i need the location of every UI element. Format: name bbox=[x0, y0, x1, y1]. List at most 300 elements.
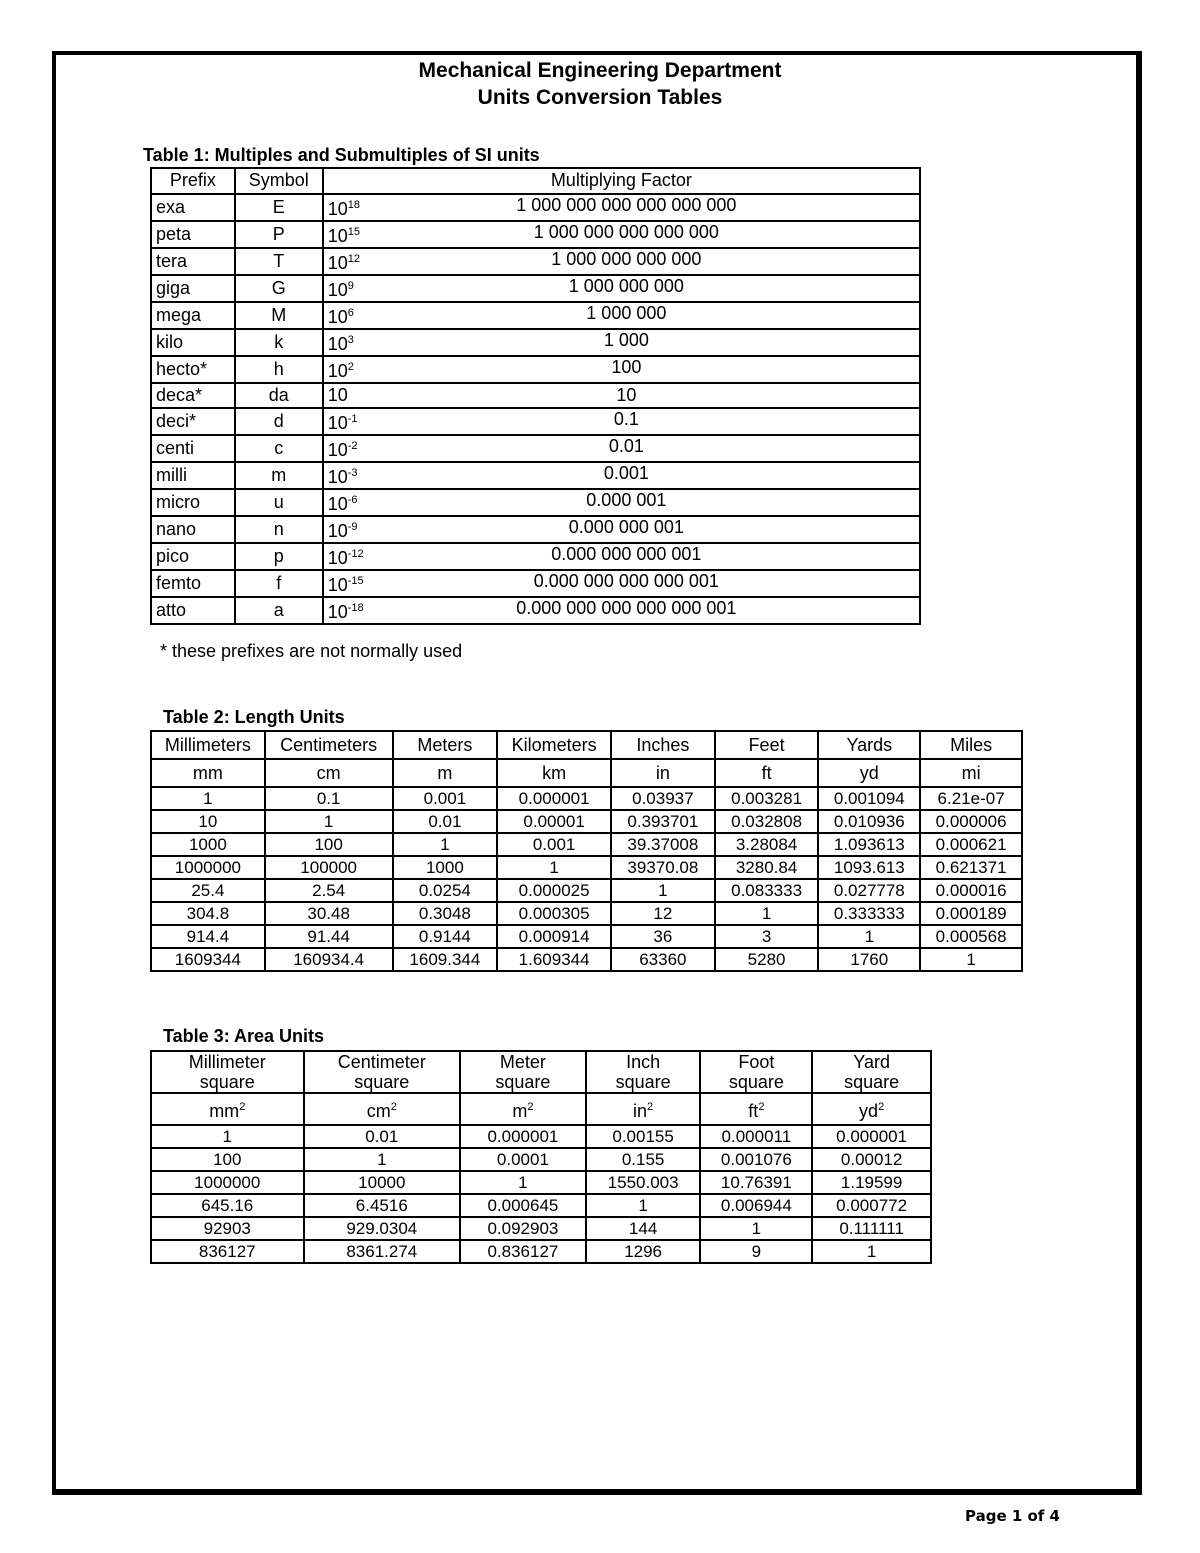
value-cell: 3 bbox=[715, 925, 819, 948]
column-header: Multiplying Factor bbox=[323, 168, 920, 194]
factor-cell bbox=[323, 275, 920, 302]
table-row bbox=[151, 408, 920, 435]
value-cell: 304.8 bbox=[151, 902, 265, 925]
value-cell: 2.54 bbox=[265, 879, 393, 902]
factor-cell bbox=[323, 462, 920, 489]
power-of-ten bbox=[328, 249, 398, 274]
power-of-ten bbox=[328, 463, 398, 488]
value-cell: 0.0001 bbox=[460, 1148, 586, 1171]
value-cell: 1093.613 bbox=[818, 856, 920, 879]
value-cell: 3.28084 bbox=[715, 833, 819, 856]
value-cell: 0.1 bbox=[265, 787, 393, 810]
prefix-cell: atto bbox=[151, 597, 235, 624]
si-prefix-table bbox=[150, 167, 921, 625]
value-cell: 1296 bbox=[586, 1240, 701, 1263]
power-base: 10 bbox=[327, 279, 348, 300]
value-cell: 10 bbox=[151, 810, 265, 833]
power-of-ten bbox=[328, 357, 398, 382]
value-cell: 0.027778 bbox=[818, 879, 920, 902]
value-cell: 0.001094 bbox=[818, 787, 920, 810]
unit-symbol: yd bbox=[818, 759, 920, 787]
unit-symbol: mi bbox=[920, 759, 1022, 787]
header-line: square bbox=[495, 1072, 551, 1092]
value-cell: 0.621371 bbox=[920, 856, 1022, 879]
power-of-ten bbox=[328, 436, 398, 461]
unit-symbol: km bbox=[497, 759, 611, 787]
value-cell: 0.155 bbox=[586, 1148, 701, 1171]
power-base: 10 bbox=[327, 521, 348, 541]
unit-symbol bbox=[812, 1093, 931, 1125]
value-cell: 39.37008 bbox=[611, 833, 715, 856]
symbol-cell: E bbox=[235, 194, 323, 221]
table-row bbox=[151, 1148, 931, 1171]
table-header-row bbox=[151, 168, 920, 194]
value-cell: 0.00012 bbox=[812, 1148, 931, 1171]
value-cell: 0.0254 bbox=[393, 879, 498, 902]
value-cell: 0.00001 bbox=[497, 810, 611, 833]
column-header: Prefix bbox=[151, 168, 235, 194]
value-cell: 1 bbox=[700, 1217, 812, 1240]
unit-base: mm bbox=[209, 1101, 240, 1121]
column-header bbox=[460, 1051, 586, 1093]
prefix-cell: tera bbox=[151, 248, 235, 275]
prefix-cell: deca* bbox=[151, 383, 235, 409]
power-exponent: -1 bbox=[347, 413, 358, 425]
power-of-ten bbox=[328, 571, 398, 596]
value-cell: 0.03937 bbox=[611, 787, 715, 810]
table-row bbox=[151, 516, 920, 543]
value-cell: 0.000001 bbox=[460, 1125, 586, 1148]
value-cell: 0.333333 bbox=[818, 902, 920, 925]
power-of-ten bbox=[328, 490, 398, 515]
value-cell: 0.393701 bbox=[611, 810, 715, 833]
symbol-cell: p bbox=[235, 543, 323, 570]
column-header bbox=[700, 1051, 812, 1093]
prefix-cell: femto bbox=[151, 570, 235, 597]
value-cell: 0.092903 bbox=[460, 1217, 586, 1240]
value-cell: 100000 bbox=[265, 856, 393, 879]
value-cell: 1.19599 bbox=[812, 1171, 931, 1194]
table-row bbox=[151, 302, 920, 329]
header-line: square bbox=[615, 1072, 671, 1092]
table-row bbox=[151, 1240, 931, 1263]
length-units-table bbox=[150, 730, 1023, 972]
value-cell: 0.000025 bbox=[497, 879, 611, 902]
value-cell: 0.9144 bbox=[393, 925, 498, 948]
factor-value: 100 bbox=[611, 356, 642, 377]
power-exponent: -3 bbox=[347, 467, 358, 479]
value-cell: 36 bbox=[611, 925, 715, 948]
factor-value: 1 000 000 bbox=[586, 302, 667, 323]
power-base: 10 bbox=[327, 440, 348, 460]
unit-symbol bbox=[151, 1093, 304, 1125]
header-line: Foot bbox=[738, 1052, 775, 1072]
value-cell: 100 bbox=[151, 1148, 304, 1171]
factor-value: 0.01 bbox=[608, 436, 644, 456]
value-cell: 9 bbox=[700, 1240, 812, 1263]
symbol-cell: f bbox=[235, 570, 323, 597]
power-base: 10 bbox=[327, 602, 348, 622]
unit-symbol: mm bbox=[151, 759, 265, 787]
value-cell: 1609344 bbox=[151, 948, 265, 971]
table-row bbox=[151, 902, 1022, 925]
factor-cell bbox=[323, 194, 920, 221]
value-cell: 0.001076 bbox=[700, 1148, 812, 1171]
factor-cell bbox=[323, 543, 920, 570]
power-exponent: 12 bbox=[347, 252, 360, 265]
table-row bbox=[151, 383, 920, 409]
prefix-cell: mega bbox=[151, 302, 235, 329]
power-exponent: -9 bbox=[347, 521, 358, 533]
symbol-cell: G bbox=[235, 275, 323, 302]
unit-exponent: 2 bbox=[390, 1101, 397, 1113]
table-row bbox=[151, 787, 1022, 810]
power-exponent: 6 bbox=[347, 306, 354, 319]
value-cell: 1 bbox=[920, 948, 1022, 971]
value-cell: 0.001 bbox=[497, 833, 611, 856]
power-base: 10 bbox=[327, 225, 348, 246]
power-base: 10 bbox=[327, 252, 348, 273]
unit-base: ft bbox=[748, 1101, 759, 1121]
table-row bbox=[151, 856, 1022, 879]
value-cell: 0.3048 bbox=[393, 902, 498, 925]
factor-cell bbox=[323, 516, 920, 543]
table3-caption: Table 3: Area Units bbox=[163, 1026, 325, 1046]
table-row bbox=[151, 925, 1022, 948]
header-line: square bbox=[199, 1072, 255, 1092]
column-header: Millimeters bbox=[151, 731, 265, 759]
unit-symbol-row bbox=[151, 759, 1022, 787]
unit-exponent: 2 bbox=[758, 1101, 765, 1113]
factor-value: 1 000 000 000 000 bbox=[551, 248, 702, 269]
unit-symbol bbox=[586, 1093, 701, 1125]
value-cell: 25.4 bbox=[151, 879, 265, 902]
value-cell: 645.16 bbox=[151, 1194, 304, 1217]
table-row bbox=[151, 597, 920, 624]
page-header bbox=[0, 57, 1200, 111]
power-base: 10 bbox=[327, 333, 348, 354]
power-base: 10 bbox=[327, 467, 348, 487]
value-cell: 3280.84 bbox=[715, 856, 819, 879]
unit-base: yd bbox=[859, 1101, 879, 1121]
symbol-cell: T bbox=[235, 248, 323, 275]
value-cell: 1000 bbox=[393, 856, 498, 879]
symbol-cell: a bbox=[235, 597, 323, 624]
factor-value: 10 bbox=[616, 384, 637, 405]
value-cell: 39370.08 bbox=[611, 856, 715, 879]
table2-caption: Table 2: Length Units bbox=[163, 707, 345, 727]
factor-value: 0.000 000 000 001 bbox=[551, 544, 702, 564]
unit-symbol bbox=[304, 1093, 461, 1125]
value-cell: 0.003281 bbox=[715, 787, 819, 810]
prefix-cell: nano bbox=[151, 516, 235, 543]
prefix-cell: pico bbox=[151, 543, 235, 570]
unit-symbol bbox=[700, 1093, 812, 1125]
table-row bbox=[151, 489, 920, 516]
column-header: Miles bbox=[920, 731, 1022, 759]
unit-exponent: 2 bbox=[878, 1101, 885, 1113]
symbol-cell: M bbox=[235, 302, 323, 329]
value-cell: 1000 bbox=[151, 833, 265, 856]
value-cell: 91.44 bbox=[265, 925, 393, 948]
value-cell: 836127 bbox=[151, 1240, 304, 1263]
table1-caption: Table 1: Multiples and Submultiples of SI units bbox=[143, 145, 540, 165]
header-line: Meter bbox=[499, 1052, 546, 1072]
value-cell: 1 bbox=[304, 1148, 461, 1171]
column-header bbox=[304, 1051, 461, 1093]
value-cell: 1 bbox=[818, 925, 920, 948]
factor-cell bbox=[323, 383, 920, 409]
column-header bbox=[812, 1051, 931, 1093]
factor-value: 0.000 000 000 000 000 001 bbox=[516, 598, 737, 618]
power-base: 10 bbox=[327, 494, 348, 514]
prefix-cell: micro bbox=[151, 489, 235, 516]
prefix-cell: milli bbox=[151, 462, 235, 489]
header-line: square bbox=[844, 1072, 900, 1092]
prefix-cell: peta bbox=[151, 221, 235, 248]
table-header-row bbox=[151, 1051, 931, 1093]
factor-cell bbox=[323, 408, 920, 435]
value-cell: 0.111111 bbox=[812, 1217, 931, 1240]
value-cell: 0.01 bbox=[304, 1125, 461, 1148]
column-header: Yards bbox=[818, 731, 920, 759]
table-row bbox=[151, 833, 1022, 856]
symbol-cell: c bbox=[235, 435, 323, 462]
table-row bbox=[151, 879, 1022, 902]
value-cell: 0.000914 bbox=[497, 925, 611, 948]
value-cell: 1 bbox=[715, 902, 819, 925]
value-cell: 0.032808 bbox=[715, 810, 819, 833]
header-line: Yard bbox=[853, 1052, 890, 1072]
table-row bbox=[151, 275, 920, 302]
unit-exponent: 2 bbox=[527, 1101, 534, 1113]
power-exponent: -15 bbox=[347, 575, 364, 587]
factor-cell bbox=[323, 435, 920, 462]
power-of-ten bbox=[328, 385, 398, 406]
table-row bbox=[151, 435, 920, 462]
unit-symbol: m bbox=[393, 759, 498, 787]
prefix-cell: hecto* bbox=[151, 356, 235, 383]
unit-base: in bbox=[633, 1101, 648, 1121]
value-cell: 0.000621 bbox=[920, 833, 1022, 856]
column-header bbox=[151, 1051, 304, 1093]
header-line: Centimeter bbox=[337, 1052, 426, 1072]
value-cell: 1 bbox=[460, 1171, 586, 1194]
factor-cell bbox=[323, 597, 920, 624]
power-base: 10 bbox=[327, 548, 348, 568]
table-row bbox=[151, 1217, 931, 1240]
table-row bbox=[151, 543, 920, 570]
factor-value: 1 000 000 000 bbox=[568, 275, 684, 296]
table-row bbox=[151, 462, 920, 489]
prefix-cell: kilo bbox=[151, 329, 235, 356]
value-cell: 0.001 bbox=[393, 787, 498, 810]
unit-exponent: 2 bbox=[647, 1101, 654, 1113]
unit-base: cm bbox=[366, 1101, 391, 1121]
value-cell: 0.000645 bbox=[460, 1194, 586, 1217]
value-cell: 1760 bbox=[818, 948, 920, 971]
value-cell: 0.00155 bbox=[586, 1125, 701, 1148]
value-cell: 144 bbox=[586, 1217, 701, 1240]
symbol-cell: h bbox=[235, 356, 323, 383]
unit-exponent: 2 bbox=[239, 1101, 246, 1113]
department-title: Mechanical Engineering Department bbox=[418, 59, 782, 82]
power-exponent: 2 bbox=[347, 360, 354, 373]
value-cell: 10.76391 bbox=[700, 1171, 812, 1194]
unit-symbol: ft bbox=[715, 759, 819, 787]
value-cell: 160934.4 bbox=[265, 948, 393, 971]
table-row bbox=[151, 810, 1022, 833]
power-base: 10 bbox=[327, 384, 348, 405]
power-exponent: -18 bbox=[347, 602, 364, 614]
column-header: Centimeters bbox=[265, 731, 393, 759]
table-row bbox=[151, 1125, 931, 1148]
value-cell: 0.836127 bbox=[460, 1240, 586, 1263]
value-cell: 100 bbox=[265, 833, 393, 856]
table1-note: * these prefixes are not normally used bbox=[160, 641, 463, 661]
header-line: Inch bbox=[626, 1052, 661, 1072]
value-cell: 1.609344 bbox=[497, 948, 611, 971]
value-cell: 929.0304 bbox=[304, 1217, 461, 1240]
prefix-cell: deci* bbox=[151, 408, 235, 435]
power-of-ten bbox=[328, 303, 398, 328]
factor-value: 0.1 bbox=[613, 409, 639, 429]
unit-base: m bbox=[512, 1101, 528, 1121]
table-row bbox=[151, 570, 920, 597]
symbol-cell: P bbox=[235, 221, 323, 248]
table-row bbox=[151, 1171, 931, 1194]
header-line: Millimeter bbox=[188, 1052, 266, 1072]
factor-cell bbox=[323, 302, 920, 329]
value-cell: 1 bbox=[265, 810, 393, 833]
value-cell: 30.48 bbox=[265, 902, 393, 925]
factor-value: 1 000 000 000 000 000 bbox=[533, 221, 719, 242]
value-cell: 0.010936 bbox=[818, 810, 920, 833]
header-line: square bbox=[354, 1072, 410, 1092]
column-header: Symbol bbox=[235, 168, 323, 194]
power-of-ten bbox=[328, 330, 398, 355]
unit-symbol-row bbox=[151, 1093, 931, 1125]
value-cell: 1.093613 bbox=[818, 833, 920, 856]
unit-symbol: cm bbox=[265, 759, 393, 787]
value-cell: 1000000 bbox=[151, 1171, 304, 1194]
symbol-cell: d bbox=[235, 408, 323, 435]
factor-cell bbox=[323, 329, 920, 356]
power-of-ten bbox=[328, 598, 398, 623]
header-line: square bbox=[728, 1072, 784, 1092]
factor-value: 0.000 000 000 000 001 bbox=[533, 571, 719, 591]
power-exponent: 15 bbox=[347, 225, 360, 238]
power-of-ten bbox=[328, 195, 398, 220]
value-cell: 1 bbox=[812, 1240, 931, 1263]
factor-value: 0.001 bbox=[603, 463, 649, 483]
value-cell: 1 bbox=[393, 833, 498, 856]
value-cell: 0.000568 bbox=[920, 925, 1022, 948]
value-cell: 1 bbox=[497, 856, 611, 879]
power-base: 10 bbox=[327, 575, 348, 595]
symbol-cell: da bbox=[235, 383, 323, 409]
power-exponent: -6 bbox=[347, 494, 358, 506]
factor-cell bbox=[323, 489, 920, 516]
value-cell: 1 bbox=[586, 1194, 701, 1217]
prefix-cell: exa bbox=[151, 194, 235, 221]
page-number: Page 1 of 4 bbox=[965, 1507, 1060, 1525]
power-of-ten bbox=[328, 544, 398, 569]
power-exponent: -12 bbox=[347, 548, 364, 560]
factor-cell bbox=[323, 248, 920, 275]
table-row bbox=[151, 221, 920, 248]
value-cell: 0.000189 bbox=[920, 902, 1022, 925]
table-row bbox=[151, 948, 1022, 971]
value-cell: 0.000305 bbox=[497, 902, 611, 925]
factor-value: 1 000 bbox=[603, 329, 649, 350]
symbol-cell: u bbox=[235, 489, 323, 516]
value-cell: 1 bbox=[151, 1125, 304, 1148]
power-base: 10 bbox=[327, 360, 348, 381]
value-cell: 0.000772 bbox=[812, 1194, 931, 1217]
power-exponent: 18 bbox=[347, 198, 360, 211]
area-units-table bbox=[150, 1050, 932, 1264]
symbol-cell: n bbox=[235, 516, 323, 543]
power-base: 10 bbox=[327, 413, 348, 433]
table-header-row bbox=[151, 731, 1022, 759]
table-row bbox=[151, 194, 920, 221]
factor-value: 0.000 000 001 bbox=[568, 517, 684, 537]
value-cell: 8361.274 bbox=[304, 1240, 461, 1263]
value-cell: 63360 bbox=[611, 948, 715, 971]
value-cell: 0.000006 bbox=[920, 810, 1022, 833]
value-cell: 1 bbox=[611, 879, 715, 902]
power-of-ten bbox=[328, 222, 398, 247]
factor-cell bbox=[323, 570, 920, 597]
value-cell: 1 bbox=[151, 787, 265, 810]
factor-value: 1 000 000 000 000 000 000 bbox=[516, 194, 737, 215]
column-header: Inches bbox=[611, 731, 715, 759]
prefix-cell: centi bbox=[151, 435, 235, 462]
table-row bbox=[151, 248, 920, 275]
power-of-ten bbox=[328, 276, 398, 301]
value-cell: 1550.003 bbox=[586, 1171, 701, 1194]
value-cell: 92903 bbox=[151, 1217, 304, 1240]
value-cell: 12 bbox=[611, 902, 715, 925]
column-header: Feet bbox=[715, 731, 819, 759]
column-header: Kilometers bbox=[497, 731, 611, 759]
power-base: 10 bbox=[327, 306, 348, 327]
table-row bbox=[151, 329, 920, 356]
value-cell: 0.083333 bbox=[715, 879, 819, 902]
table-row bbox=[151, 1194, 931, 1217]
column-header: Meters bbox=[393, 731, 498, 759]
prefix-cell: giga bbox=[151, 275, 235, 302]
document-title: Units Conversion Tables bbox=[477, 86, 723, 109]
factor-cell bbox=[323, 221, 920, 248]
value-cell: 0.000001 bbox=[497, 787, 611, 810]
value-cell: 0.000016 bbox=[920, 879, 1022, 902]
symbol-cell: m bbox=[235, 462, 323, 489]
unit-symbol bbox=[460, 1093, 586, 1125]
value-cell: 5280 bbox=[715, 948, 819, 971]
column-header bbox=[586, 1051, 701, 1093]
power-exponent: 3 bbox=[347, 333, 354, 346]
table-row bbox=[151, 356, 920, 383]
value-cell: 1609.344 bbox=[393, 948, 498, 971]
symbol-cell: k bbox=[235, 329, 323, 356]
value-cell: 1000000 bbox=[151, 856, 265, 879]
value-cell: 6.4516 bbox=[304, 1194, 461, 1217]
power-exponent: -2 bbox=[347, 440, 358, 452]
unit-symbol: in bbox=[611, 759, 715, 787]
power-base: 10 bbox=[327, 198, 348, 219]
